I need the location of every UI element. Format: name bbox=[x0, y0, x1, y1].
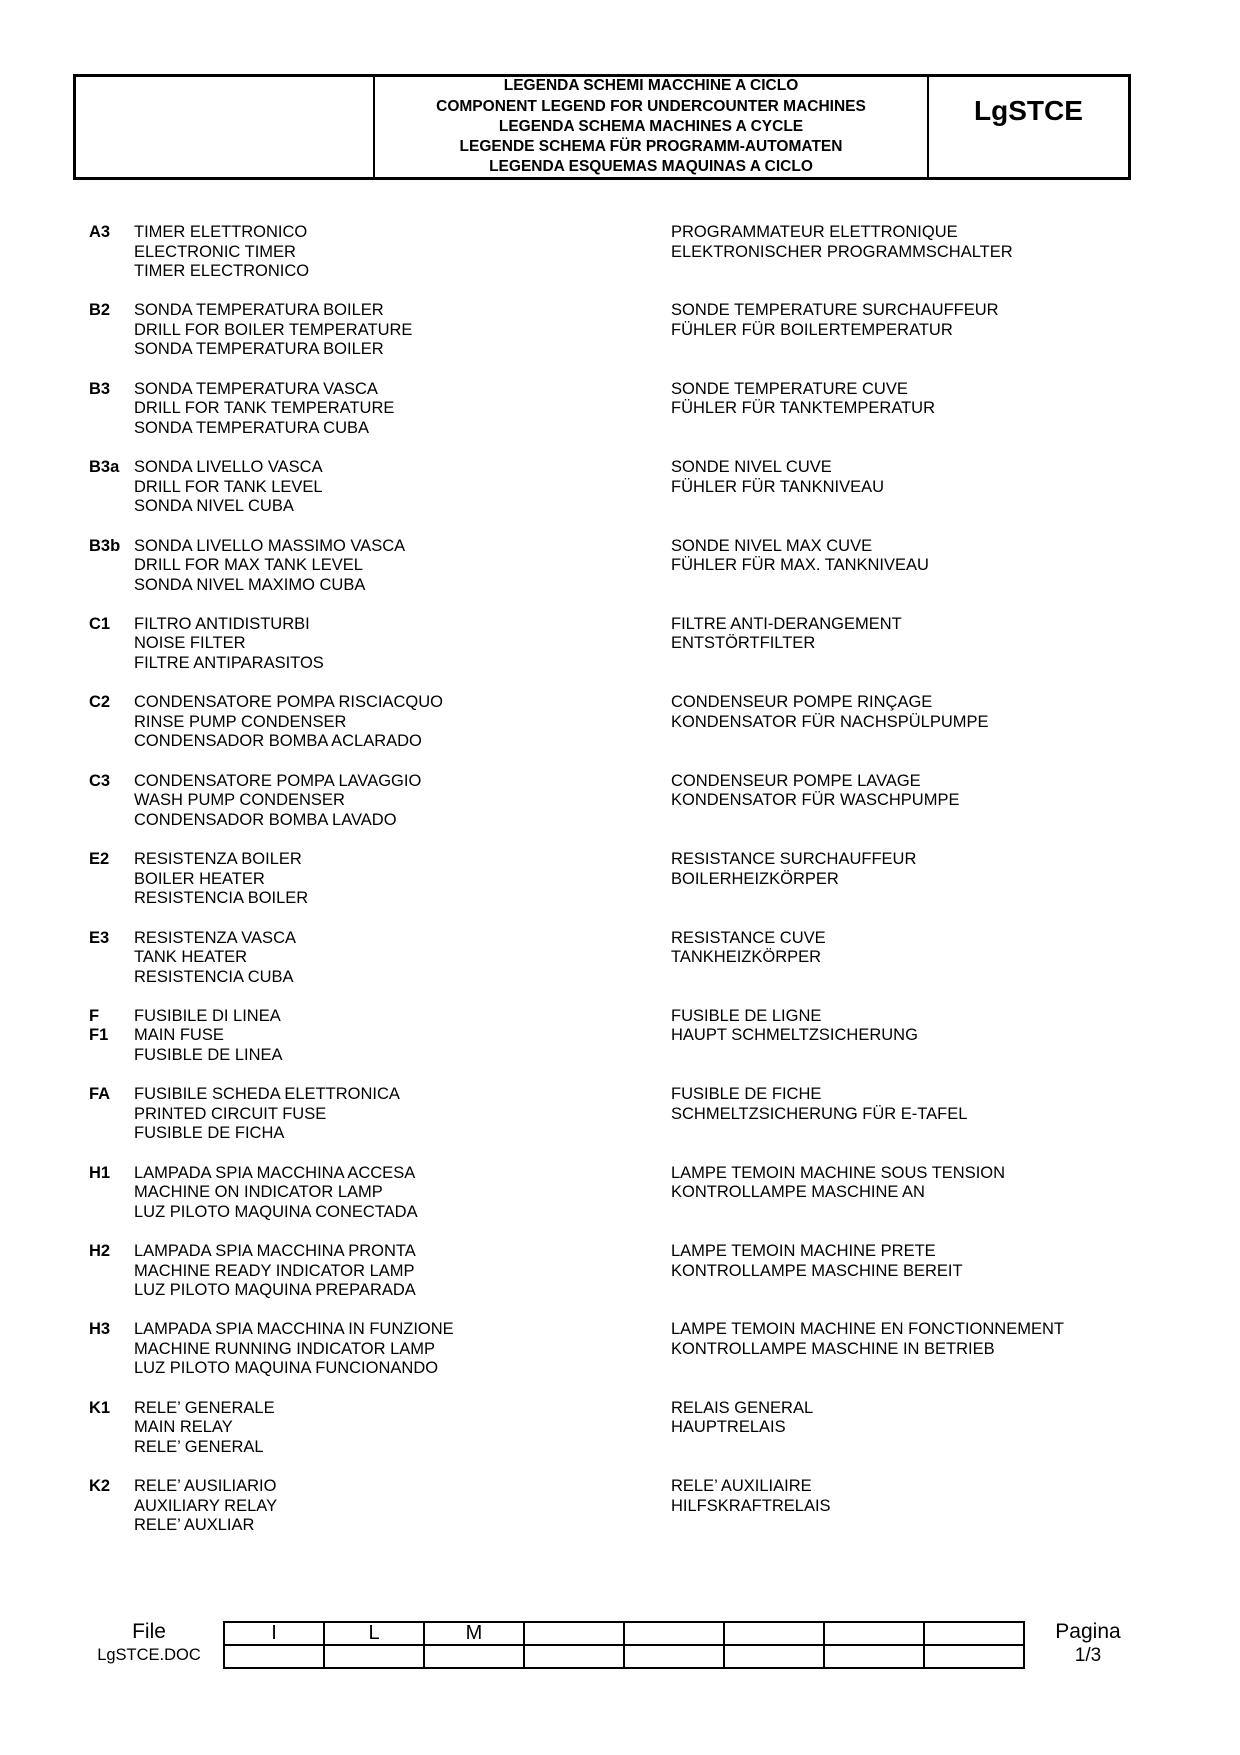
component-code bbox=[89, 1164, 129, 1184]
component-desc-it-en-es bbox=[134, 1007, 283, 1066]
header-title-line: COMPONENT LEGEND FOR UNDERCOUNTER MACHINES bbox=[436, 97, 866, 115]
footer-file bbox=[84, 1620, 214, 1666]
component-desc-fr-de-line: TANKHEIZKÖRPER bbox=[671, 948, 822, 967]
component-desc-fr-de-line: SONDE NIVEL MAX CUVE bbox=[671, 536, 873, 555]
legend-entry bbox=[0, 929, 1240, 1007]
legend-entry bbox=[0, 850, 1240, 928]
component-code-line: H3 bbox=[89, 1320, 111, 1339]
component-desc-it-en-es-line: FUSIBLE DE FICHA bbox=[134, 1124, 285, 1143]
revision-cell: I bbox=[224, 1622, 324, 1645]
component-desc-fr-de-line: RELE’ AUXILIAIRE bbox=[671, 1477, 812, 1496]
component-desc-fr-de-line: LAMPE TEMOIN MACHINE SOUS TENSION bbox=[671, 1163, 1006, 1182]
component-desc-it-en-es-line: SONDA NIVEL MAXIMO CUBA bbox=[134, 575, 366, 594]
component-desc-fr-de bbox=[671, 301, 999, 340]
component-desc-fr-de bbox=[671, 850, 916, 889]
component-desc-it-en-es-line: FILTRE ANTIPARASITOS bbox=[134, 653, 324, 672]
component-desc-it-en-es-line: FUSIBLE DE LINEA bbox=[134, 1045, 283, 1064]
component-desc-it-en-es-line: CONDENSADOR BOMBA LAVADO bbox=[134, 810, 397, 829]
component-desc-it-en-es-line: LUZ PILOTO MAQUINA FUNCIONANDO bbox=[134, 1359, 439, 1378]
legend-entry bbox=[0, 537, 1240, 615]
component-code bbox=[89, 772, 129, 792]
revision-cell: L bbox=[324, 1622, 424, 1645]
revision-cell bbox=[824, 1645, 924, 1668]
component-desc-it-en-es bbox=[134, 537, 405, 596]
component-desc-fr-de bbox=[671, 1320, 1064, 1359]
revision-header-row bbox=[224, 1622, 1024, 1645]
component-desc-it-en-es-line: CONDENSADOR BOMBA ACLARADO bbox=[134, 732, 422, 751]
component-code-line: C3 bbox=[89, 771, 111, 790]
component-code bbox=[89, 929, 129, 949]
component-code-line: E2 bbox=[89, 850, 110, 869]
component-desc-fr-de-line: HAUPTRELAIS bbox=[671, 1418, 786, 1437]
component-desc-fr-de bbox=[671, 1242, 963, 1281]
component-desc-fr-de-line: SONDE TEMPERATURE SURCHAUFFEUR bbox=[671, 301, 999, 320]
component-desc-fr-de bbox=[671, 458, 884, 497]
page-number: 1/3 bbox=[1074, 1645, 1102, 1666]
component-code bbox=[89, 1477, 129, 1497]
component-desc-it-en-es-line: MAIN FUSE bbox=[134, 1026, 224, 1045]
component-desc-fr-de-line: KONTROLLAMPE MASCHINE AN bbox=[671, 1183, 925, 1202]
component-desc-it-en-es-line: WASH PUMP CONDENSER bbox=[134, 791, 345, 810]
component-code bbox=[89, 615, 129, 635]
component-desc-fr-de-line: SONDE NIVEL CUVE bbox=[671, 458, 832, 477]
header-logo-cell bbox=[76, 77, 375, 177]
component-desc-it-en-es-line: DRILL FOR TANK LEVEL bbox=[134, 477, 323, 496]
component-code-line: F bbox=[89, 1006, 100, 1025]
component-desc-it-en-es-line: SONDA TEMPERATURA CUBA bbox=[134, 418, 370, 437]
component-desc-it-en-es-line: RESISTENCIA CUBA bbox=[134, 967, 294, 986]
legend-entry bbox=[0, 1320, 1240, 1398]
revision-cell bbox=[224, 1645, 324, 1668]
component-desc-fr-de-line: BOILERHEIZKÖRPER bbox=[671, 869, 839, 888]
component-desc-fr-de bbox=[671, 615, 902, 654]
component-desc-fr-de-line: KONDENSATOR FÜR WASCHPUMPE bbox=[671, 791, 960, 810]
component-code bbox=[89, 301, 129, 321]
legend-entry bbox=[0, 380, 1240, 458]
revision-cell bbox=[324, 1645, 424, 1668]
component-desc-it-en-es bbox=[134, 1320, 454, 1379]
component-desc-it-en-es bbox=[134, 1399, 275, 1458]
revision-cell bbox=[924, 1645, 1024, 1668]
component-desc-fr-de-line: FUSIBLE DE LIGNE bbox=[671, 1006, 822, 1025]
component-desc-it-en-es-line: LAMPADA SPIA MACCHINA ACCESA bbox=[134, 1163, 416, 1182]
component-desc-it-en-es bbox=[134, 615, 324, 674]
component-code bbox=[89, 223, 129, 243]
component-desc-it-en-es-line: FILTRO ANTIDISTURBI bbox=[134, 614, 310, 633]
component-desc-fr-de-line: KONTROLLAMPE MASCHINE IN BETRIEB bbox=[671, 1339, 995, 1358]
component-desc-fr-de-line: LAMPE TEMOIN MACHINE PRETE bbox=[671, 1242, 936, 1261]
component-desc-fr-de bbox=[671, 772, 959, 811]
component-desc-it-en-es-line: SONDA TEMPERATURA BOILER bbox=[134, 301, 384, 320]
component-desc-it-en-es-line: FUSIBILE SCHEDA ELETTRONICA bbox=[134, 1085, 400, 1104]
revision-cell bbox=[624, 1622, 724, 1645]
component-desc-it-en-es-line: RELE’ GENERALE bbox=[134, 1398, 275, 1417]
component-desc-fr-de-line: SCHMELTZSICHERUNG FÜR E-TAFEL bbox=[671, 1104, 968, 1123]
component-desc-it-en-es-line: AUXILIARY RELAY bbox=[134, 1496, 278, 1515]
component-desc-fr-de-line: KONDENSATOR FÜR NACHSPÜLPUMPE bbox=[671, 712, 989, 731]
component-desc-it-en-es-line: DRILL FOR BOILER TEMPERATURE bbox=[134, 320, 413, 339]
component-desc-it-en-es bbox=[134, 1477, 277, 1536]
component-desc-it-en-es bbox=[134, 929, 296, 988]
revision-value-row bbox=[224, 1645, 1024, 1668]
component-desc-it-en-es-line: RESISTENZA BOILER bbox=[134, 850, 302, 869]
component-code-line: K2 bbox=[89, 1477, 111, 1496]
component-desc-it-en-es-line: DRILL FOR MAX TANK LEVEL bbox=[134, 556, 363, 575]
legend-entry bbox=[0, 772, 1240, 850]
component-code bbox=[89, 458, 129, 478]
component-desc-it-en-es-line: LAMPADA SPIA MACCHINA IN FUNZIONE bbox=[134, 1320, 454, 1339]
component-desc-fr-de bbox=[671, 929, 826, 968]
legend-entry bbox=[0, 1007, 1240, 1085]
component-desc-it-en-es-line: LUZ PILOTO MAQUINA CONECTADA bbox=[134, 1202, 418, 1221]
header-title-cell bbox=[375, 77, 929, 177]
header-title-line: LEGENDA SCHEMI MACCHINE A CICLO bbox=[503, 77, 799, 95]
component-desc-fr-de-line: FILTRE ANTI-DERANGEMENT bbox=[671, 614, 902, 633]
component-desc-fr-de-line: FÜHLER FÜR MAX. TANKNIVEAU bbox=[671, 556, 929, 575]
component-desc-fr-de-line: FÜHLER FÜR BOILERTEMPERATUR bbox=[671, 320, 953, 339]
component-code-line: H2 bbox=[89, 1242, 111, 1261]
component-desc-it-en-es-line: DRILL FOR TANK TEMPERATURE bbox=[134, 399, 395, 418]
component-desc-it-en-es-line: MAIN RELAY bbox=[134, 1418, 233, 1437]
component-desc-fr-de-line: PROGRAMMATEUR ELETTRONIQUE bbox=[671, 223, 958, 241]
component-desc-fr-de-line: ENTSTÖRTFILTER bbox=[671, 634, 816, 653]
component-desc-fr-de bbox=[671, 693, 989, 732]
component-desc-fr-de bbox=[671, 537, 929, 576]
component-desc-it-en-es-line: RELE’ GENERAL bbox=[134, 1437, 264, 1456]
legend-entry bbox=[0, 1164, 1240, 1242]
component-code bbox=[89, 380, 129, 400]
footer-page bbox=[1048, 1620, 1128, 1668]
component-desc-fr-de bbox=[671, 223, 1013, 262]
legend-entry bbox=[0, 1242, 1240, 1320]
revision-cell: M bbox=[424, 1622, 524, 1645]
file-name: LgSTCE.DOC bbox=[97, 1646, 201, 1664]
component-desc-it-en-es-line: MACHINE ON INDICATOR LAMP bbox=[134, 1183, 383, 1202]
component-desc-fr-de-line: RELAIS GENERAL bbox=[671, 1398, 814, 1417]
component-desc-it-en-es-line: CONDENSATORE POMPA RISCIACQUO bbox=[134, 693, 443, 712]
component-desc-it-en-es-line: MACHINE READY INDICATOR LAMP bbox=[134, 1261, 415, 1280]
component-desc-it-en-es-line: NOISE FILTER bbox=[134, 634, 246, 653]
revision-cell bbox=[624, 1645, 724, 1668]
header-code-cell bbox=[929, 77, 1128, 177]
component-desc-it-en-es bbox=[134, 772, 421, 831]
component-desc-fr-de bbox=[671, 1164, 1005, 1203]
revision-cell bbox=[424, 1645, 524, 1668]
component-desc-fr-de-line: HAUPT SCHMELTZSICHERUNG bbox=[671, 1026, 918, 1045]
component-desc-it-en-es-line: MACHINE RUNNING INDICATOR LAMP bbox=[134, 1339, 435, 1358]
component-code bbox=[89, 1007, 129, 1046]
component-desc-it-en-es bbox=[134, 1085, 400, 1144]
component-code-line: B2 bbox=[89, 301, 111, 320]
component-desc-fr-de-line: LAMPE TEMOIN MACHINE EN FONCTIONNEMENT bbox=[671, 1320, 1064, 1339]
component-desc-it-en-es-line: FUSIBILE DI LINEA bbox=[134, 1006, 281, 1025]
component-code bbox=[89, 850, 129, 870]
header-title-line: LEGENDA ESQUEMAS MAQUINAS A CICLO bbox=[489, 158, 813, 176]
component-desc-it-en-es-line: RELE’ AUXLIAR bbox=[134, 1516, 255, 1535]
document-header bbox=[73, 74, 1131, 180]
component-code-line: E3 bbox=[89, 928, 110, 947]
component-desc-it-en-es-line: SONDA TEMPERATURA BOILER bbox=[134, 340, 384, 359]
component-code bbox=[89, 537, 129, 557]
revision-cell bbox=[924, 1622, 1024, 1645]
component-desc-it-en-es-line: LAMPADA SPIA MACCHINA PRONTA bbox=[134, 1242, 416, 1261]
legend-entry bbox=[0, 693, 1240, 771]
revision-cell bbox=[524, 1622, 624, 1645]
legend-entries bbox=[0, 223, 1240, 1556]
component-code-line: FA bbox=[89, 1085, 111, 1104]
component-code bbox=[89, 1399, 129, 1419]
component-desc-fr-de bbox=[671, 1399, 813, 1438]
component-desc-fr-de-line: HILFSKRAFTRELAIS bbox=[671, 1496, 831, 1515]
component-desc-it-en-es bbox=[134, 693, 443, 752]
component-desc-fr-de-line: FÜHLER FÜR TANKNIVEAU bbox=[671, 477, 885, 496]
component-code-line: K1 bbox=[89, 1398, 111, 1417]
legend-entry bbox=[0, 301, 1240, 379]
revision-cell bbox=[724, 1622, 824, 1645]
component-desc-it-en-es-line: LUZ PILOTO MAQUINA PREPARADA bbox=[134, 1281, 416, 1300]
component-desc-fr-de bbox=[671, 1085, 967, 1124]
revision-cell bbox=[824, 1622, 924, 1645]
legend-entry bbox=[0, 615, 1240, 693]
component-desc-it-en-es bbox=[134, 380, 394, 439]
component-desc-fr-de-line: RESISTANCE CUVE bbox=[671, 928, 826, 947]
component-code-line: F1 bbox=[89, 1026, 109, 1045]
component-desc-it-en-es-line: CONDENSATORE POMPA LAVAGGIO bbox=[134, 771, 422, 790]
component-desc-fr-de-line: SONDE TEMPERATURE CUVE bbox=[671, 379, 908, 398]
component-code-line: H1 bbox=[89, 1163, 111, 1182]
file-label: File bbox=[132, 1620, 166, 1643]
component-desc-it-en-es-line: TIMER ELECTRONICO bbox=[134, 262, 310, 280]
component-desc-fr-de-line: KONTROLLAMPE MASCHINE BEREIT bbox=[671, 1261, 963, 1280]
component-desc-it-en-es-line: SONDA LIVELLO VASCA bbox=[134, 458, 323, 477]
component-code-line: B3 bbox=[89, 379, 111, 398]
legend-entry bbox=[0, 223, 1240, 301]
revision-cell bbox=[724, 1645, 824, 1668]
component-desc-it-en-es-line: RESISTENCIA BOILER bbox=[134, 889, 309, 908]
document-code: LgSTCE bbox=[974, 95, 1083, 126]
component-desc-it-en-es bbox=[134, 223, 309, 282]
component-desc-it-en-es-line: TIMER ELETTRONICO bbox=[134, 223, 308, 241]
legend-entry bbox=[0, 1399, 1240, 1477]
component-desc-it-en-es-line: SONDA TEMPERATURA VASCA bbox=[134, 379, 378, 398]
component-desc-fr-de-line: RESISTANCE SURCHAUFFEUR bbox=[671, 850, 917, 869]
component-desc-it-en-es-line: SONDA NIVEL CUBA bbox=[134, 497, 294, 516]
component-desc-it-en-es bbox=[134, 1242, 416, 1301]
component-code-line: A3 bbox=[89, 223, 111, 241]
revision-table bbox=[223, 1621, 1025, 1669]
component-desc-it-en-es bbox=[134, 458, 323, 517]
component-code-line: B3b bbox=[89, 536, 121, 555]
component-code-line: B3a bbox=[89, 458, 120, 477]
component-desc-it-en-es-line: RELE’ AUSILIARIO bbox=[134, 1477, 277, 1496]
component-desc-fr-de-line: FÜHLER FÜR TANKTEMPERATUR bbox=[671, 399, 936, 418]
component-code bbox=[89, 693, 129, 713]
header-title-line: LEGENDE SCHEMA FÜR PROGRAMM-AUTOMATEN bbox=[459, 138, 843, 156]
component-desc-fr-de-line: CONDENSEUR POMPE LAVAGE bbox=[671, 771, 921, 790]
revision-cell bbox=[524, 1645, 624, 1668]
component-desc-fr-de bbox=[671, 1007, 918, 1046]
component-desc-fr-de-line: CONDENSEUR POMPE RINÇAGE bbox=[671, 693, 933, 712]
component-desc-it-en-es-line: PRINTED CIRCUIT FUSE bbox=[134, 1104, 327, 1123]
component-desc-fr-de bbox=[671, 1477, 831, 1516]
component-desc-it-en-es-line: TANK HEATER bbox=[134, 948, 248, 967]
legend-entry bbox=[0, 1477, 1240, 1555]
component-code-line: C1 bbox=[89, 614, 111, 633]
component-desc-it-en-es-line: ELECTRONIC TIMER bbox=[134, 242, 296, 261]
component-code bbox=[89, 1320, 129, 1340]
legend-entry bbox=[0, 1085, 1240, 1163]
component-code bbox=[89, 1085, 129, 1105]
component-desc-it-en-es-line: BOILER HEATER bbox=[134, 869, 265, 888]
component-desc-it-en-es-line: RINSE PUMP CONDENSER bbox=[134, 712, 347, 731]
header-title-line: LEGENDA SCHEMA MACHINES A CYCLE bbox=[498, 117, 804, 135]
component-desc-it-en-es-line: SONDA LIVELLO MASSIMO VASCA bbox=[134, 536, 406, 555]
component-code-line: C2 bbox=[89, 693, 111, 712]
component-desc-it-en-es-line: RESISTENZA VASCA bbox=[134, 928, 296, 947]
component-desc-it-en-es bbox=[134, 850, 308, 909]
component-desc-fr-de bbox=[671, 380, 935, 419]
component-desc-fr-de-line: ELEKTRONISCHER PROGRAMMSCHALTER bbox=[671, 242, 1013, 261]
component-desc-it-en-es bbox=[134, 1164, 418, 1223]
legend-entry bbox=[0, 458, 1240, 536]
component-code bbox=[89, 1242, 129, 1262]
component-desc-fr-de-line: FUSIBLE DE FICHE bbox=[671, 1085, 822, 1104]
component-desc-it-en-es bbox=[134, 301, 412, 360]
page-label: Pagina bbox=[1055, 1620, 1121, 1643]
